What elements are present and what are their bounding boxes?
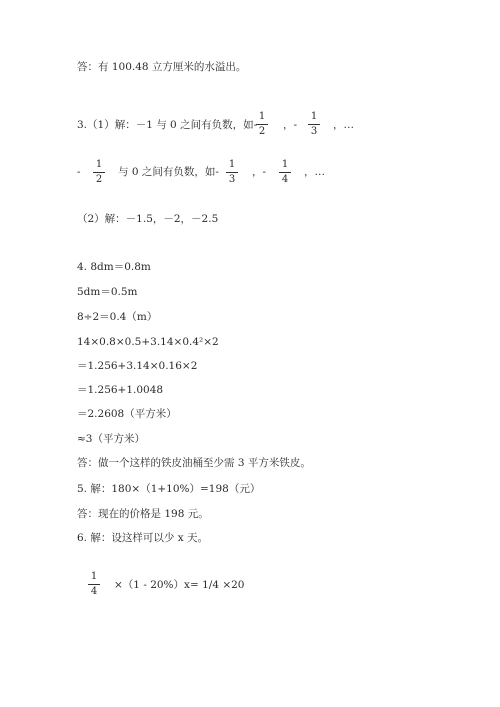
q4-line: 5dm＝0.5m — [77, 286, 138, 298]
fraction-denominator: 2 — [258, 126, 266, 137]
q4-line: 8÷2＝0.4（m） — [77, 311, 158, 323]
fraction-numerator: 1 — [228, 159, 236, 170]
fraction-one-half — [93, 159, 105, 186]
q3-line2-prefix: - — [77, 166, 81, 178]
q4-line: ≈3（平方米） — [77, 433, 145, 445]
fraction-bar — [308, 124, 320, 125]
q4-line: 14×0.8×0.5+3.14×0.4²×2 — [77, 336, 219, 348]
fraction-bar — [226, 172, 238, 173]
fraction-denominator: 3 — [310, 126, 318, 137]
fraction-one-third — [226, 159, 238, 186]
fraction-denominator: 3 — [228, 174, 236, 185]
q3-line2-separator: ，- — [252, 166, 267, 178]
fraction-bar — [256, 124, 268, 125]
q4-line: ＝1.256+1.0048 — [77, 384, 164, 396]
fraction-numerator: 1 — [95, 159, 103, 170]
q6-equation-text: ×（1 - 20%）x= 1/4 ×20 — [114, 579, 245, 591]
q3-part2: （2）解：－1.5，－2，－2.5 — [77, 213, 219, 225]
fraction-denominator: 4 — [90, 586, 98, 597]
fraction-numerator: 1 — [281, 159, 289, 170]
q3-separator: ，- — [283, 119, 298, 131]
fraction-bar — [279, 172, 291, 173]
fraction-bar — [93, 172, 105, 173]
q5-answer: 答：现在的价格是 198 元。 — [77, 508, 209, 520]
q5-solution: 5. 解：180×（1+10%）=198（元） — [77, 483, 261, 495]
fraction-numerator: 1 — [90, 571, 98, 582]
fraction-one-third — [308, 111, 320, 138]
fraction-bar — [88, 584, 100, 585]
q3-tail: ，… — [333, 119, 354, 131]
fraction-one-quarter — [279, 159, 291, 186]
q4-line: ＝2.2608（平方米） — [77, 408, 177, 420]
fraction-denominator: 2 — [95, 174, 103, 185]
q4-line: 4. 8dm＝0.8m — [77, 261, 151, 273]
fraction-one-half — [256, 111, 268, 138]
q3-line2-tail: ，… — [304, 166, 325, 178]
fraction-numerator: 1 — [310, 111, 318, 122]
fraction-numerator: 1 — [258, 111, 266, 122]
q3-part1-prefix: 3.（1）解：－1 与 0 之间有负数，如- — [77, 119, 258, 131]
q3-line2-mid: 与 0 之间有负数，如- — [118, 166, 219, 178]
q6-setup: 6. 解：设这样可以少 x 天。 — [77, 532, 208, 544]
fraction-denominator: 4 — [281, 174, 289, 185]
answer-overflow: 答：有 100.48 立方厘米的水溢出。 — [77, 61, 247, 73]
q4-line: ＝1.256+3.14×0.16×2 — [77, 360, 198, 372]
fraction-one-quarter — [88, 571, 100, 598]
q4-answer: 答：做一个这样的铁皮油桶至少需 3 平方米铁皮。 — [77, 457, 311, 469]
